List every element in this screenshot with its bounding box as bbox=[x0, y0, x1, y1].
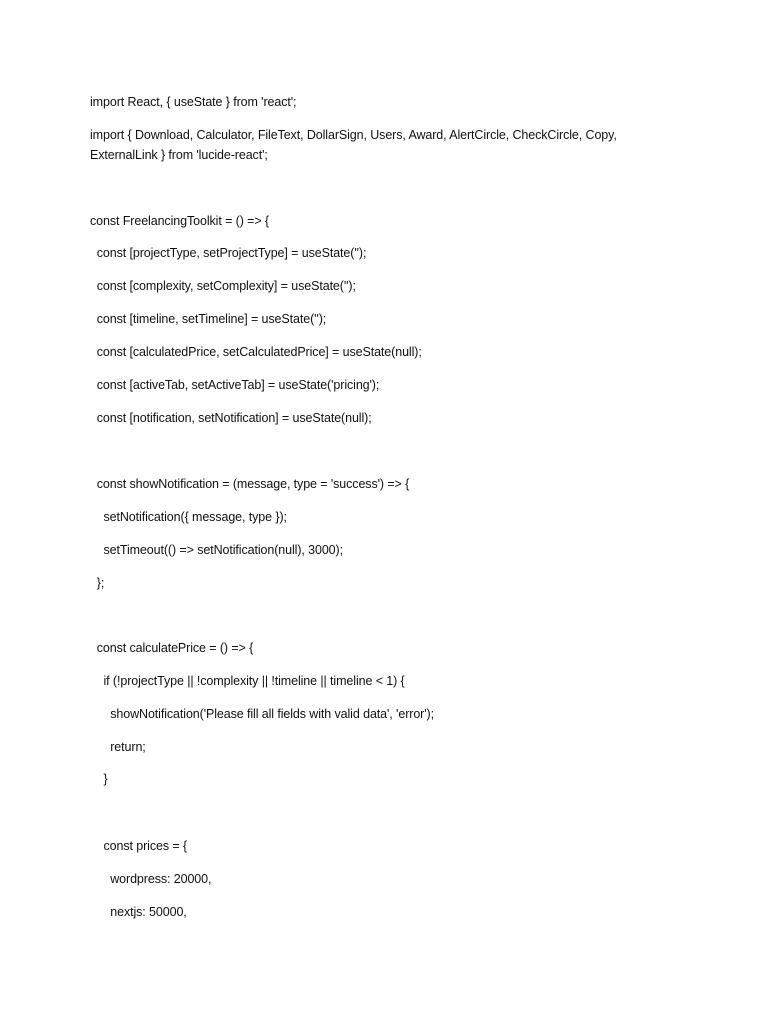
code-line: import React, { useState } from 'react'; bbox=[90, 95, 297, 109]
code-line: } bbox=[90, 772, 108, 786]
code-line: if (!projectType || !complexity || !timeline || timeline < 1) { bbox=[90, 674, 405, 688]
code-line: const [timeline, setTimeline] = useState(''); bbox=[90, 312, 327, 326]
code-line: const prices = { bbox=[90, 839, 188, 853]
code-line: ExternalLink } from 'lucide-react'; bbox=[90, 148, 268, 162]
code-line: setTimeout(() => setNotification(null), 3000); bbox=[90, 543, 343, 557]
code-line: const [projectType, setProjectType] = useState(''); bbox=[90, 246, 367, 260]
code-line: const [notification, setNotification] = useState(null); bbox=[90, 411, 372, 425]
code-line: const calculatePrice = () => { bbox=[90, 641, 254, 655]
code-line: setNotification({ message, type }); bbox=[90, 510, 287, 524]
code-line: return; bbox=[90, 740, 146, 754]
code-line: }; bbox=[90, 576, 105, 590]
code-line: nextjs: 50000, bbox=[90, 905, 187, 919]
code-line: import { Download, Calculator, FileText, DollarSign, Users, Award, AlertCircle, CheckCircle, Copy, bbox=[90, 128, 617, 142]
code-line: const showNotification = (message, type = 'success') => { bbox=[90, 477, 410, 491]
code-line: showNotification('Please fill all fields with valid data', 'error'); bbox=[90, 707, 434, 721]
code-line: const [calculatedPrice, setCalculatedPrice] = useState(null); bbox=[90, 345, 422, 359]
code-line: const [activeTab, setActiveTab] = useState('pricing'); bbox=[90, 378, 380, 392]
code-line: const FreelancingToolkit = () => { bbox=[90, 214, 269, 228]
code-line: const [complexity, setComplexity] = useState(''); bbox=[90, 279, 356, 293]
code-line: wordpress: 20000, bbox=[90, 872, 212, 886]
